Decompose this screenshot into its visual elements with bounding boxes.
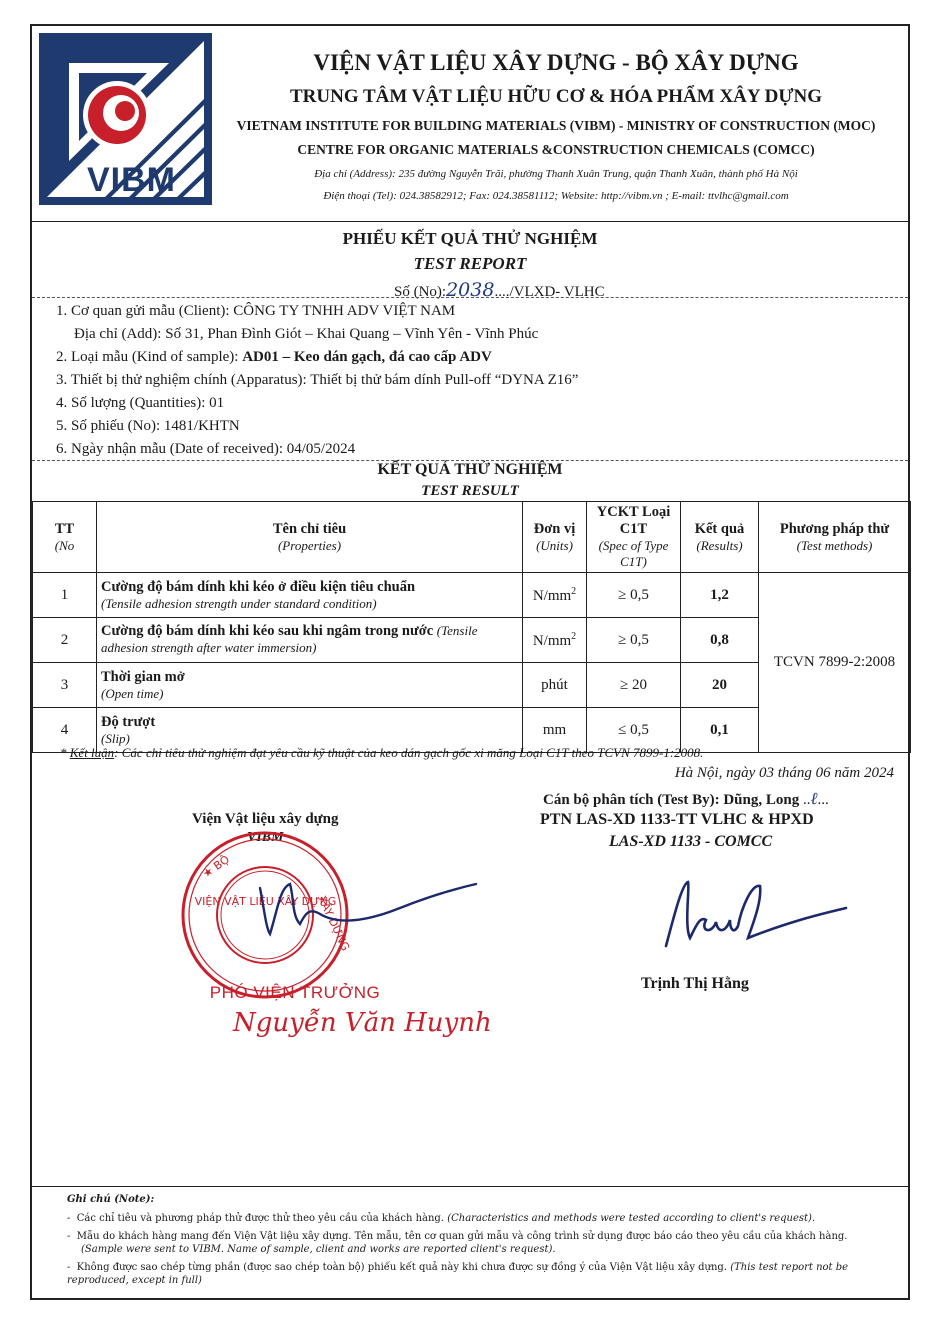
cell-result: 0,8 <box>681 618 759 663</box>
sample-value: AD01 – Keo dán gạch, đá cao cấp ADV <box>242 349 492 365</box>
analyst-line: Cán bộ phân tích (Test By): Dũng, Long ..ℓ... <box>543 789 829 808</box>
logo-text: VIBM <box>87 161 176 199</box>
note-1: - Các chỉ tiêu và phương pháp thử được thử theo yêu cầu của khách hàng. (Characteristics and methods were tested according to client's request). <box>67 1213 816 1224</box>
cell-unit: mm <box>523 708 587 753</box>
report-title-vi: PHIẾU KẾT QUẢ THỬ NGHIỆM <box>342 229 598 248</box>
report-title-en: TEST REPORT <box>413 254 527 273</box>
address-label: Địa chỉ (Add): <box>74 326 162 342</box>
svg-text:XÂY DỰNG: XÂY DỰNG <box>315 893 353 953</box>
signature-left <box>250 868 480 953</box>
report-number-suffix: ..../VLXD- VLHC <box>494 284 605 300</box>
institute-name-en: VIETNAM INSTITUTE FOR BUILDING MATERIALS (VIBM) - MINISTRY OF CONSTRUCTION (MOC) <box>236 118 876 133</box>
cell-unit: $N/mm^2$ <box>523 573 587 618</box>
cell-no: 2 <box>33 618 97 663</box>
header-phone: Điện thoại (Tel): 024.38582912; Fax: 024.38581112; Website: http://vibm.vn ; E-mail: ttvlhc@gmail.com <box>323 190 789 202</box>
centre-name-vi: TRUNG TÂM VẬT LIỆU HỮU CƠ & HÓA PHẨM XÂY DỰNG <box>289 86 822 107</box>
cell-result: 20 <box>681 663 759 708</box>
th-results: Kết quả (Results) <box>681 502 759 573</box>
cell-unit: phút <box>523 663 587 708</box>
cell-unit: $N/mm^2$ <box>523 618 587 663</box>
th-spec: YCKT Loại C1T (Spec of Type C1T) <box>587 502 681 573</box>
analyst-names: Dũng, Long <box>723 792 800 808</box>
conclusion: * Kết luận: Các chỉ tiêu thử nghiệm đạt yêu cầu kỹ thuật của keo dán gạch gốc xi măng Loại C1T theo TCVN 7899-1:2008. <box>60 745 704 760</box>
note-3: - Không được sao chép từng phần (được sao chép toàn bộ) phiếu kết quả này khi chưa được sự đồng ý của Viện Vật liệu xây dựng. (This test report not be reproduced, except in full) <box>67 1262 849 1286</box>
client-value: CÔNG TY TNHH ADV VIỆT NAM <box>233 303 456 319</box>
cell-no: 4 <box>33 708 97 753</box>
cell-property: Độ trượt (Slip) <box>97 708 523 753</box>
cell-property: Cường độ bám dính khi kéo ở điều kiện tiêu chuẩn (Tensile adhesion strength under standard condition) <box>97 573 523 618</box>
quantity-label: 4. Số lượng (Quantities): <box>56 395 206 411</box>
th-properties: Tên chỉ tiêu (Properties) <box>97 502 523 573</box>
conclusion-text: : Các chỉ tiêu thử nghiệm đạt yêu cầu kỹ thuật của keo dán gạch gốc xi măng Loại C1T theo TCVN 7899-1:2008. <box>114 745 704 760</box>
th-no: TT (No <box>33 502 97 573</box>
title-divider <box>32 297 908 298</box>
apparatus-value: Thiết bị thử bám dính Pull-off “DYNA Z16” <box>310 372 579 388</box>
cell-no: 1 <box>33 573 97 618</box>
table-row <box>33 573 911 618</box>
analyst-label: Cán bộ phân tích (Test By): <box>543 792 720 808</box>
address-value: Số 31, Phan Đình Giót – Khai Quang – Vĩnh Yên - Vĩnh Phúc <box>165 326 539 342</box>
date-value: 04/05/2024 <box>286 441 356 457</box>
quantity-value: 01 <box>209 395 225 411</box>
notes-divider <box>30 1186 910 1187</box>
sample-line <box>56 349 492 366</box>
signature-right <box>660 876 850 961</box>
results-title-en: TEST RESULT <box>421 483 519 499</box>
report-number-label: Số (No): <box>394 284 447 300</box>
header-address: Địa chỉ (Address): 235 đường Nguyễn Trãi, phường Thanh Xuân Trung, quận Thanh Xuân, thành phố Hà Nội <box>314 168 798 180</box>
conclusion-label: Kết luận <box>69 745 115 760</box>
table-header-row <box>33 502 911 573</box>
results-title-vi: KẾT QUẢ THỬ NGHIỆM <box>377 461 563 478</box>
results-table <box>32 501 911 753</box>
cell-method: TCVN 7899-2:2008 <box>759 573 911 753</box>
date-line <box>56 441 355 458</box>
cell-result: 0,1 <box>681 708 759 753</box>
centre-name-en: CENTRE FOR ORGANIC MATERIALS &CONSTRUCTION CHEMICALS (COMCC) <box>297 142 815 157</box>
quantity-line <box>56 395 224 412</box>
cell-property: Cường độ bám dính khi kéo sau khi ngâm trong nước (Tensile adhesion strength after water immersion) <box>97 618 523 663</box>
place-date: Hà Nội, ngày 03 tháng 06 năm 2024 <box>674 765 894 781</box>
address-line <box>74 326 538 343</box>
slip-label: 5. Số phiếu (No): <box>56 418 161 434</box>
svg-text:★ BỘ: ★ BỘ <box>200 852 232 881</box>
slip-value: 1481/KHTN <box>163 418 240 434</box>
date-label: 6. Ngày nhận mẫu (Date of received): <box>56 441 283 457</box>
slip-line <box>56 418 240 435</box>
left-signer-title: PHÓ VIỆN TRƯỞNG <box>209 983 381 1002</box>
vibm-logo <box>39 33 212 205</box>
client-line <box>56 303 455 320</box>
stamp-inner-text: VIỆN VẬT LIỆU XÂY DỰNG <box>194 895 337 908</box>
notes-title: Ghi chú (Note): <box>67 1194 155 1205</box>
left-org-short: VIBM <box>247 830 284 845</box>
signer-right-name: Trịnh Thị Hằng <box>641 975 749 992</box>
report-number-handwritten: 2038 <box>446 279 495 301</box>
cell-spec: ≤ 0,5 <box>587 708 681 753</box>
cell-no: 3 <box>33 663 97 708</box>
lab-line-2: LAS-XD 1133 - COMCC <box>609 833 773 850</box>
client-label: 1. Cơ quan gửi mẫu (Client): <box>56 303 230 319</box>
header-divider <box>30 221 910 222</box>
cell-spec: ≥ 20 <box>587 663 681 708</box>
apparatus-line <box>56 372 578 389</box>
institute-name-vi: VIỆN VẬT LIỆU XÂY DỰNG - BỘ XÂY DỰNG <box>313 50 799 75</box>
cell-result: 1,2 <box>681 573 759 618</box>
note-2: - Mẫu do khách hàng mang đến Viện Vật liệu xây dựng. Tên mẫu, tên cơ quan gửi mẫu và công trình sử dụng được báo cáo theo yêu cầu của khách hàng. (Sample were sent to VIBM. Name of sample, client and works are reported client's request). <box>67 1231 848 1255</box>
left-org: Viện Vật liệu xây dựng <box>192 811 339 827</box>
th-units: Đơn vị (Units) <box>523 502 587 573</box>
lab-line-1: PTN LAS-XD 1133-TT VLHC & HPXD <box>540 811 814 828</box>
cell-spec: ≥ 0,5 <box>587 618 681 663</box>
th-methods: Phương pháp thử (Test methods) <box>759 502 911 573</box>
cell-spec: ≥ 0,5 <box>587 573 681 618</box>
analyst-initial-mark: ℓ <box>810 789 818 808</box>
left-signer-name: Nguyễn Văn Huynh <box>233 1008 492 1038</box>
sample-label: 2. Loại mẫu (Kind of sample): <box>56 349 239 365</box>
apparatus-label: 3. Thiết bị thử nghiệm chính (Apparatus): <box>56 372 307 388</box>
cell-property: Thời gian mở (Open time) <box>97 663 523 708</box>
